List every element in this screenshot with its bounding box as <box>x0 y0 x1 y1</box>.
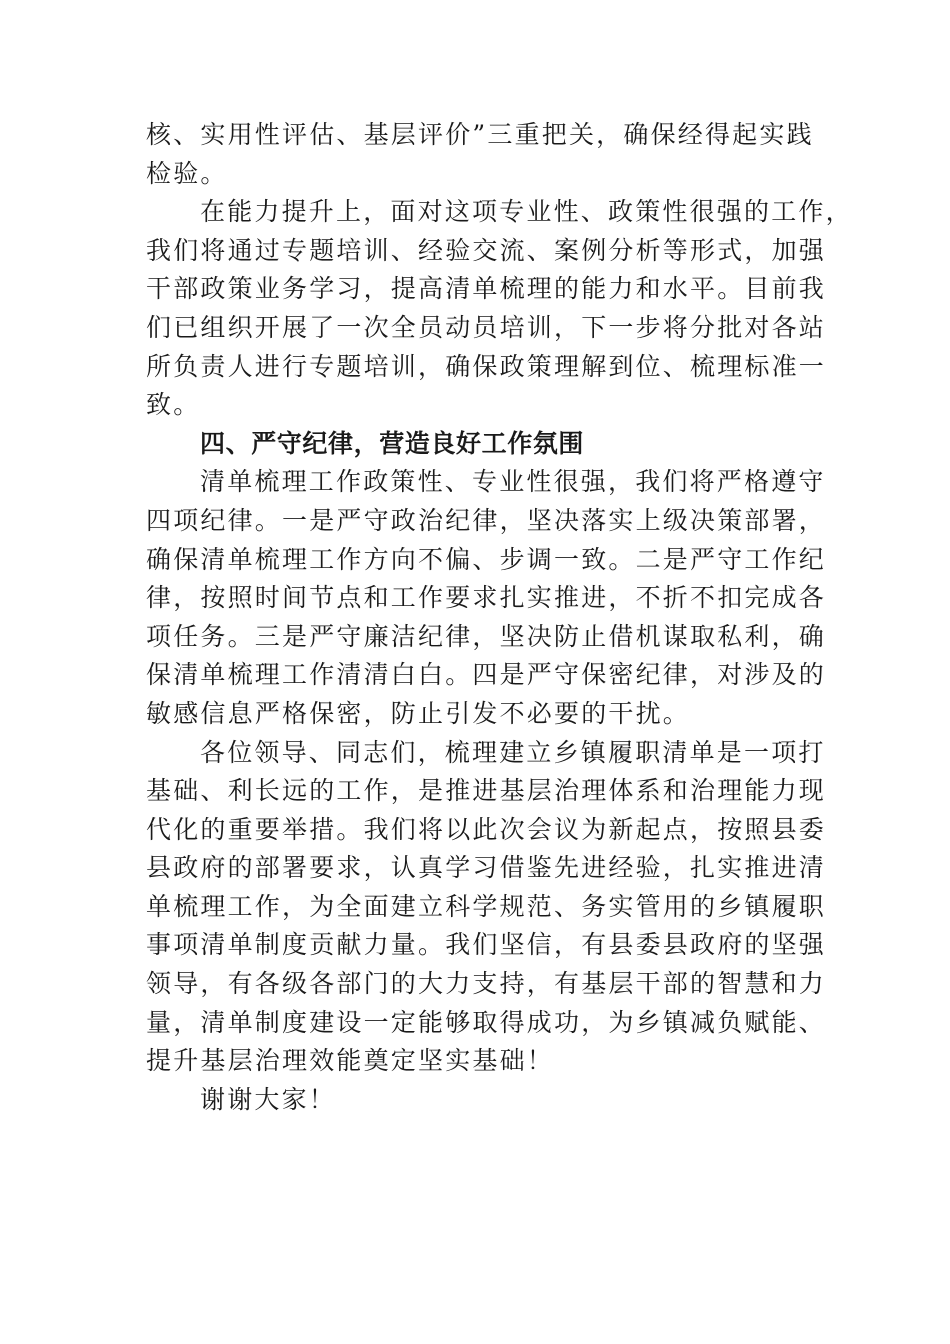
paragraph-discipline <box>146 463 827 733</box>
text-line: 致。 <box>146 390 201 420</box>
text-line: 各位领导、同志们，梳理建立乡镇履职清单是一项打 <box>200 737 826 767</box>
document-body <box>146 116 853 1119</box>
text-line: 提升基层治理效能奠定坚实基础！ <box>146 1046 555 1076</box>
text-line: 四项纪律。一是严守政治纪律，坚决落实上级决策部署， <box>146 505 827 535</box>
text-line: 所负责人进行专题培训，确保政策理解到位、梳理标准一 <box>146 351 827 381</box>
text-line: 项任务。三是严守廉洁纪律，坚决防止借机谋取私利，确 <box>146 621 827 651</box>
text-line: 律，按照时间节点和工作要求扎实推进，不折不扣完成各 <box>146 583 827 613</box>
text-line: 代化的重要举措。我们将以此次会议为新起点，按照县委 <box>146 814 827 844</box>
paragraph-closing <box>146 1081 806 1120</box>
paragraph-ability-improvement <box>146 193 853 425</box>
text-line: 检验。 <box>146 158 228 188</box>
text-line: 敏感信息严格保密，防止引发不必要的干扰。 <box>146 698 691 728</box>
text-line: 干部政策业务学习，提高清单梳理的能力和水平。目前我 <box>146 274 827 304</box>
text-line: 核、实用性评估、基层评价”三重把关，确保经得起实践 <box>146 120 814 149</box>
text-line: 在能力提升上，面对这项专业性、政策性很强的工作， <box>200 197 853 227</box>
paragraph-conclusion <box>146 734 827 1081</box>
paragraph-continuation <box>146 116 814 193</box>
text-line: 确保清单梳理工作方向不偏、步调一致。二是严守工作纪 <box>146 544 827 574</box>
closing-text: 谢谢大家！ <box>200 1084 337 1114</box>
text-line: 们已组织开展了一次全员动员培训，下一步将分批对各站 <box>146 312 827 342</box>
text-line: 县政府的部署要求，认真学习借鉴先进经验，扎实推进清 <box>146 853 827 883</box>
text-line: 保清单梳理工作清清白白。四是严守保密纪律，对涉及的 <box>146 660 827 690</box>
text-line: 清单梳理工作政策性、专业性很强，我们将严格遵守 <box>200 467 826 497</box>
text-line: 基础、利长远的工作，是推进基层治理体系和治理能力现 <box>146 776 827 806</box>
text-line: 事项清单制度贡献力量。我们坚信，有县委县政府的坚强 <box>146 930 827 960</box>
text-line: 领导，有各级各部门的大力支持，有基层干部的智慧和力 <box>146 969 827 999</box>
section-heading-4: 四、严守纪律，营造良好工作氛围 <box>200 428 585 458</box>
text-line: 量，清单制度建设一定能够取得成功，为乡镇减负赋能、 <box>146 1007 827 1037</box>
text-line: 我们将通过专题培训、经验交流、案例分析等形式，加强 <box>146 235 827 265</box>
text-line: 单梳理工作，为全面建立科学规范、务实管用的乡镇履职 <box>146 891 827 921</box>
